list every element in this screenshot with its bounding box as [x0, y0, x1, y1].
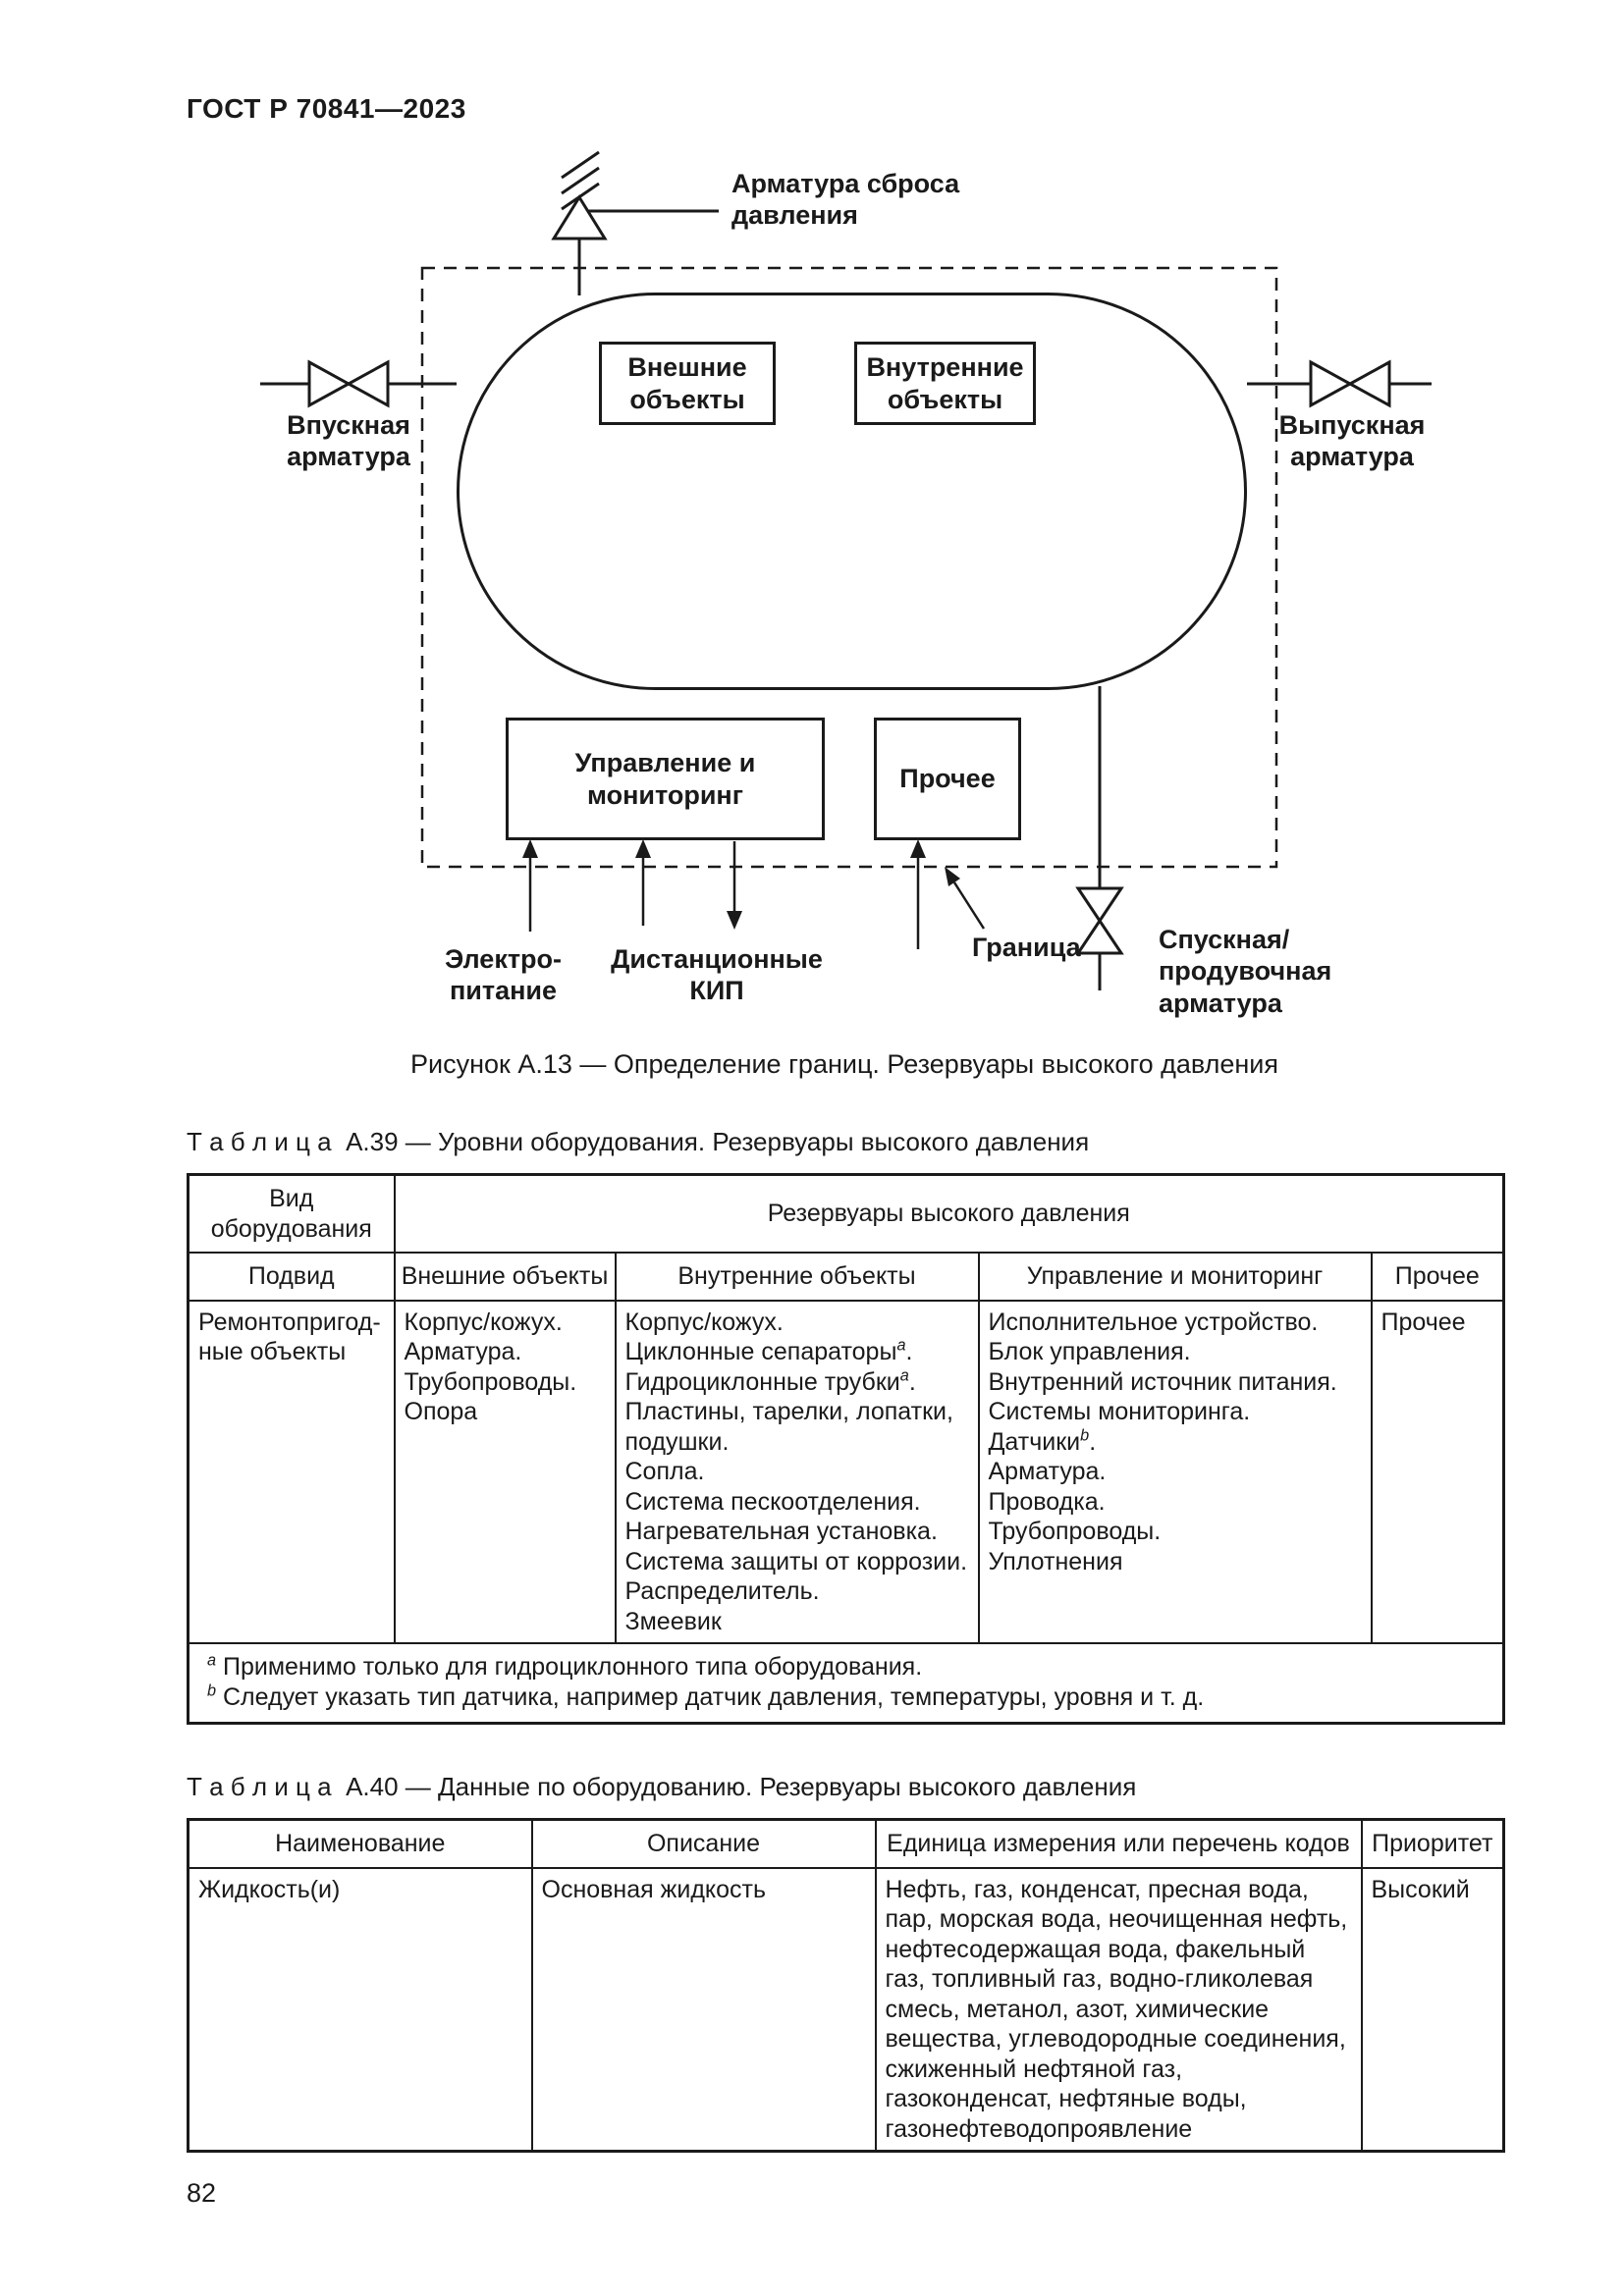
control-monitoring-box — [506, 718, 825, 840]
a39-footnote-row — [189, 1643, 1504, 1724]
boundary-label: Граница — [972, 933, 1081, 962]
a39-subheader-other: Прочее — [1372, 1253, 1504, 1301]
a39-footnotes: $^a$ Применимо только для гидроциклонного типа оборудования. $^b$ Следует указать тип датчика, например датчик давления, температуры, уровня и т. д. — [189, 1643, 1504, 1724]
control-monitoring-label: Управление и мониторинг — [574, 748, 756, 810]
a40-header-name: Наименование — [189, 1820, 532, 1868]
internal-objects-label: Внутренние объекты — [866, 352, 1024, 414]
a39-header-row-2 — [189, 1253, 1504, 1301]
table-a39 — [187, 1173, 1505, 1725]
a40-header-codes: Единица измерения или перечень кодов — [876, 1820, 1362, 1868]
instruments-arrow-up — [635, 839, 651, 926]
a39-body-row — [189, 1301, 1504, 1644]
a40-header-priority: Приоритет — [1362, 1820, 1504, 1868]
table-a40 — [187, 1818, 1505, 2153]
a40-cell-description: Основная жидкость — [532, 1868, 876, 2152]
external-objects-box — [599, 342, 776, 425]
outlet-valve-icon — [1247, 362, 1432, 405]
figure-caption: Рисунок А.13 — Определение границ. Резервуары высокого давления — [409, 1049, 1279, 1079]
figure-a13 — [187, 140, 1502, 1034]
external-objects-label: Внешние объекты — [627, 352, 747, 414]
relief-valve-label: Арматура сброса давления — [731, 169, 960, 231]
table-a40-title: Т а б л и ц а А.40 — Данные по оборудованию. Резервуары высокого давления — [187, 1772, 1137, 1801]
a40-cell-name: Жидкость(и) — [189, 1868, 532, 2152]
page-number: 82 — [187, 2178, 217, 2208]
a39-cell-control: Исполнительное устройство. Блок управления. Внутренний источник питания. Системы мониторинга. Датчики$^b$. Арматура. Проводка. Трубопроводы. Уплотнения — [979, 1301, 1372, 1644]
document-code: ГОСТ Р 70841—2023 — [187, 93, 466, 124]
drain-valve-label: Спускная/ продувочная арматура — [1159, 925, 1332, 1018]
a39-header-span: Резервуары высокого давления — [395, 1175, 1504, 1254]
a40-body-row — [189, 1868, 1504, 2152]
power-arrow — [522, 839, 538, 932]
a39-cell-other: Прочее — [1372, 1301, 1504, 1644]
a39-subheader-control: Управление и мониторинг — [979, 1253, 1372, 1301]
table-a39-title: Т а б л и ц а А.39 — Уровни оборудования. Резервуары высокого давления — [187, 1127, 1090, 1156]
a40-cell-priority: Высокий — [1362, 1868, 1504, 2152]
a39-subheader-subtype: Подвид — [189, 1253, 395, 1301]
other-box-label: Прочее — [899, 764, 996, 794]
a39-cell-internal: Корпус/кожух. Циклонные сепараторы$^a$. Гидроциклонные трубки$^a$. Пластины, тарелки, лопатки, подушки. Сопла. Система пескоотделения. Нагревательная установка. Система защиты от коррозии. Распределитель. Змеевик — [616, 1301, 979, 1644]
a39-cell-subtype: Ремонтопригод- ные объекты — [189, 1301, 395, 1644]
a40-cell-codes: Нефть, газ, конденсат, пресная вода, пар, морская вода, неочищенная нефть, нефтесодержащая вода, факельный газ, топливный газ, водно-гликолевая смесь, метанол, азот, химические вещества, углеводородные соединения, сжиженный нефтяной газ, газоконденсат, нефтяные воды, газонефтеводопроявление — [876, 1868, 1362, 2152]
inlet-valve-label: Впускная арматура — [287, 410, 410, 472]
a39-subheader-external: Внешние объекты — [395, 1253, 616, 1301]
relief-valve-icon — [554, 197, 719, 295]
other-box — [874, 718, 1021, 840]
outlet-valve-label: Выпускная арматура — [1278, 410, 1426, 472]
a39-header-row-1 — [189, 1175, 1504, 1254]
inlet-valve-icon — [260, 362, 457, 405]
drain-valve-icon — [1078, 686, 1121, 990]
power-label: Электро- питание — [444, 944, 563, 1006]
other-arrow — [910, 839, 926, 949]
a40-header-description: Описание — [532, 1820, 876, 1868]
a39-cell-external: Корпус/кожух. Арматура. Трубопроводы. Опора — [395, 1301, 616, 1644]
boundary-arrow — [945, 867, 984, 929]
a40-header-row — [189, 1820, 1504, 1868]
vessel-outline — [457, 293, 1247, 690]
a39-subheader-internal: Внутренние объекты — [616, 1253, 979, 1301]
a39-header-equipment-type: Вид оборудования — [189, 1175, 395, 1254]
remote-instruments-label: Дистанционные КИП — [611, 944, 823, 1006]
internal-objects-box — [854, 342, 1036, 425]
instruments-arrow-down — [727, 841, 742, 930]
